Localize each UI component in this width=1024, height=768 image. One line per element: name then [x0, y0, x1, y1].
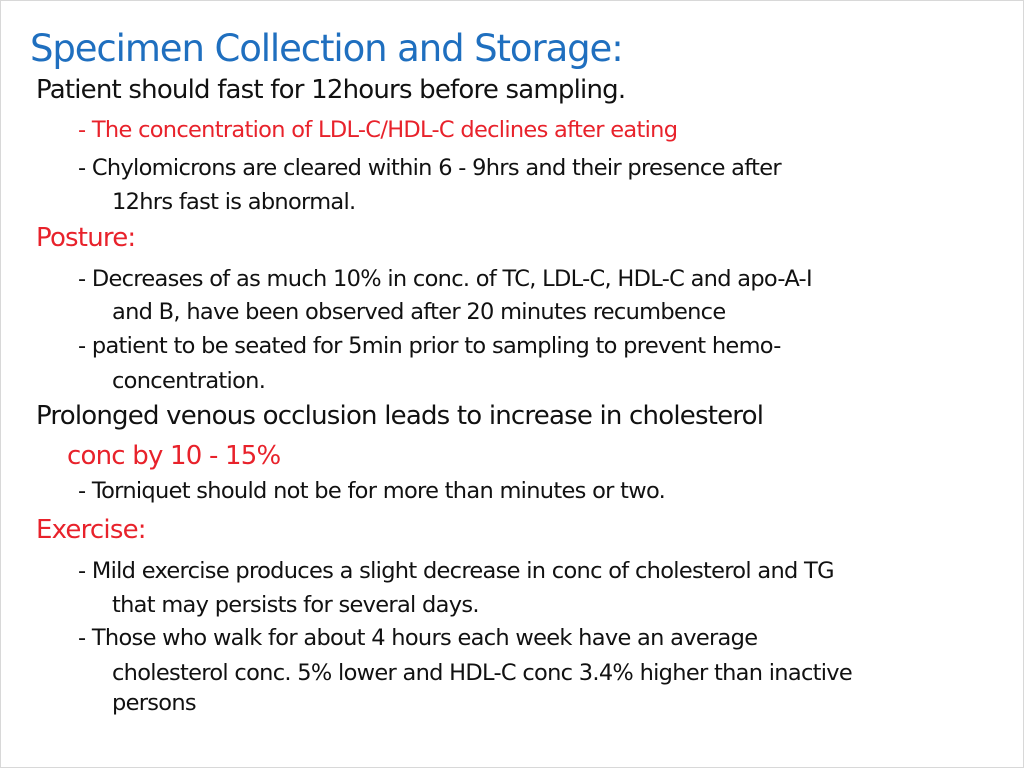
- exercise-heading: Exercise:: [36, 515, 146, 545]
- exercise-point-walk-line3: persons: [112, 690, 196, 716]
- slide-title: Specimen Collection and Storage:: [30, 27, 623, 70]
- posture-point-seated-line1: - patient to be seated for 5min prior to sampling to prevent hemo-: [78, 333, 781, 359]
- exercise-point-mild-line1: - Mild exercise produces a slight decrease in conc of cholesterol and TG: [78, 558, 834, 584]
- exercise-point-mild-line2: that may persists for several days.: [112, 592, 479, 618]
- posture-point-decrease-line1: - Decreases of as much 10% in conc. of TC, LDL-C, HDL-C and apo-A-I: [78, 266, 812, 292]
- fasting-point-chylomicrons-line2: 12hrs fast is abnormal.: [112, 189, 356, 215]
- posture-point-seated-line2: concentration.: [112, 368, 266, 394]
- posture-heading: Posture:: [36, 223, 136, 253]
- exercise-point-walk-line1: - Those who walk for about 4 hours each week have an average: [78, 625, 758, 651]
- exercise-point-walk-line2: cholesterol conc. 5% lower and HDL-C conc 3.4% higher than inactive: [112, 660, 853, 686]
- occlusion-heading-line1: Prolonged venous occlusion leads to increase in cholesterol: [36, 401, 764, 431]
- occlusion-heading-line2: conc by 10 - 15%: [67, 441, 281, 471]
- occlusion-point-torniquet: - Torniquet should not be for more than minutes or two.: [78, 478, 666, 504]
- fasting-heading: Patient should fast for 12hours before sampling.: [36, 75, 626, 105]
- posture-point-decrease-line2: and B, have been observed after 20 minutes recumbence: [112, 299, 726, 325]
- fasting-point-ldl: - The concentration of LDL-C/HDL-C declines after eating: [78, 117, 678, 143]
- fasting-point-chylomicrons-line1: - Chylomicrons are cleared within 6 - 9hrs and their presence after: [78, 155, 781, 181]
